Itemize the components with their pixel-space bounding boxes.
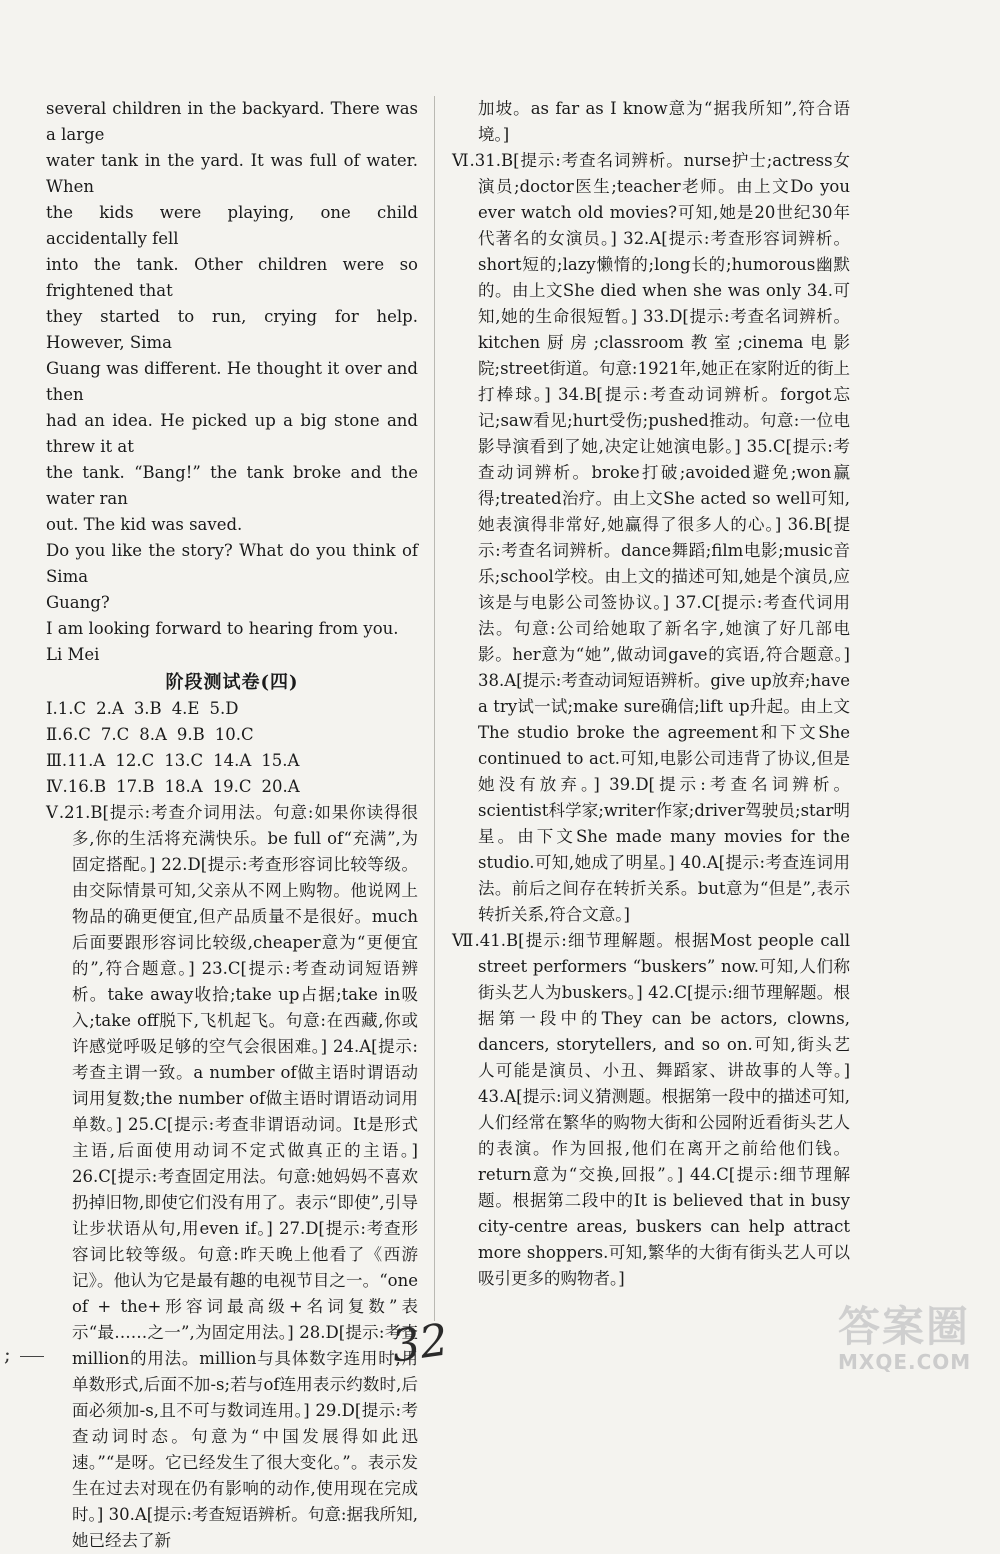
letter-line: I am looking forward to hearing from you. bbox=[46, 619, 399, 638]
answer-item: 12.C bbox=[115, 751, 155, 770]
letter-line: the kids were playing, one child accidentally fell bbox=[46, 203, 418, 248]
answer-item: 16.B bbox=[67, 777, 107, 796]
watermark-url: MXQE.COM bbox=[838, 1350, 972, 1374]
continued-text: 加坡。as far as I know意为“据我所知”,符合语境。] bbox=[478, 99, 850, 144]
section-label: Ⅶ. bbox=[452, 931, 480, 950]
right-column bbox=[452, 96, 850, 1292]
letter-line: the tank. “Bang!” the tank broke and the water ran bbox=[46, 463, 418, 508]
section-label: Ⅵ. bbox=[452, 151, 475, 170]
answer-row bbox=[46, 696, 418, 722]
section-label: Ⅱ. bbox=[46, 725, 63, 744]
watermark-logo: 答案圈 bbox=[838, 1302, 971, 1351]
section-label: Ⅲ. bbox=[46, 751, 68, 770]
answer-item: 14.A bbox=[213, 751, 252, 770]
left-column bbox=[46, 96, 418, 1554]
section-text: 31.B[提示:考查名词辨析。nurse护士;actress女演员;doctor医生;teacher老师。由上文Do you ever watch old movies?可知,她是20世纪30年代著名的女演员。] 32.A[提示:考查形容词辨析。short短的;lazy懒惰的;long长的;humorous幽默的。由上文She died when she was only 34.可知,她的生命很短暂。] 33.D[提示:考查名词辨析。kitchen厨房;classroom教室;cinema电影院;street街道。句意:1921年,她正在家附近的街上打棒球。] 34.B[提示:考查动词辨析。forgot忘记;saw看见;hurt受伤;pushed推动。句意:一位电影导演看到了她,决定让她演电影。] 35.C[提示:考查动词辨析。broke打破;avoided避免;won赢得;treated治疗。由上文She acted so well可知,她表演得非常好,她赢得了很多人的心。] 36.B[提示:考查名词辨析。dance舞蹈;film电影;music音乐;school学校。由上文的描述可知,她是个演员,应该是与电影公司签协议。] 37.C[提示:考查代词用法。句意:公司给她取了新名字,她演了好几部电影。her意为“她”,做动词gave的宾语,符合题意。] 38.A[提示:考查动词短语辨析。give up放弃;have a try试一试;make sure确信;lift up升起。由上文The studio broke the agreement和下文She continued to act.可知,电影公司违背了协议,但是她没有放弃。] 39.D[提示:考查名词辨析。scientist科学家;writer作家;driver驾驶员;star明星。由下文She made many movies for the studio.可知,她成了明星。] 40.A[提示:考查连词用法。前后之间存在转折关系。but意为“但是”,表示转折关系,符合文意。] bbox=[474, 151, 851, 924]
letter-line: they started to run, crying for help. However, Sima bbox=[46, 307, 418, 352]
answer-item: 7.C bbox=[100, 725, 130, 744]
letter-line: Do you like the story? What do you think of Sima bbox=[46, 541, 418, 586]
answer-row bbox=[46, 748, 418, 774]
section-heading: 阶段测试卷(四) bbox=[165, 672, 299, 693]
section-label: Ⅰ. bbox=[46, 699, 58, 718]
letter-text bbox=[46, 96, 418, 668]
section-label: Ⅴ. bbox=[46, 803, 65, 822]
column-divider bbox=[434, 96, 435, 1321]
answer-item: 15.A bbox=[261, 751, 300, 770]
letter-signature: Li Mei bbox=[46, 645, 100, 664]
section-text: 41.B[提示:细节理解题。根据Most people call street performers “buskers” now.可知,人们称街头艺人为buskers。] 42.C[提示:细节理解题。根据第一段中的They can be actors, clowns, dancers, storytellers, and so on.可知,街头艺人可能是演员、小丑、舞蹈家、讲故事的人等。] 43.A[提示:词义猜测题。根据第一段中的描述可知,人们经常在繁华的购物大街和公园附近看街头艺人的表演。作为回报,他们在离开之前给他们钱。return意为“交换,回报”。] 44.C[提示:细节理解题。根据第二段中的It is believed that in busy city-centre areas, buskers can help attract more shoppers.可知,繁华的大街有街头艺人可以吸引更多的购物者。] bbox=[478, 931, 851, 1288]
answer-item: 13.C bbox=[164, 751, 204, 770]
answer-item: 17.B bbox=[116, 777, 155, 796]
answer-item: 19.C bbox=[212, 777, 252, 796]
answer-item: 9.B bbox=[176, 725, 205, 744]
answer-item: 6.C bbox=[62, 725, 91, 744]
answer-item: 4.E bbox=[171, 699, 200, 718]
letter-line: water tank in the yard. It was full of water. When bbox=[46, 151, 418, 196]
answer-row bbox=[46, 722, 418, 748]
answer-item: 18.A bbox=[164, 777, 203, 796]
letter-line: Guang? bbox=[46, 593, 110, 612]
answer-item: 10.C bbox=[214, 725, 254, 744]
letter-line: out. The kid was saved. bbox=[46, 515, 243, 534]
letter-line: had an idea. He picked up a big stone and threw it at bbox=[46, 411, 418, 456]
letter-line: Guang was different. He thought it over and then bbox=[46, 359, 418, 404]
section-label: Ⅳ. bbox=[46, 777, 68, 796]
section-6-answers bbox=[452, 148, 850, 928]
letter-line: into the tank. Other children were so frightened that bbox=[46, 255, 418, 300]
answer-item: 1.C bbox=[57, 699, 87, 718]
letter-line: several children in the backyard. There was a large bbox=[46, 99, 418, 144]
answer-row bbox=[46, 774, 418, 800]
answer-item: 8.A bbox=[139, 725, 167, 744]
answer-item: 2.A bbox=[96, 699, 124, 718]
section-text: 21.B[提示:考查介词用法。句意:如果你读得很多,你的生活将充满快乐。be full of“充满”,为固定搭配。] 22.D[提示:考查形容词比较等级。由交际情景可知,父亲从不网上购物。他说网上物品的确更便宜,但产品质量不是很好。much后面要跟形容词比较级,cheaper意为“更便宜的”,符合题意。] 23.C[提示:考查动词短语辨析。take away收拾;take up占据;take in吸入;take off脱下,飞机起飞。句意:在西藏,你或许感觉呼吸足够的空气会很困难。] 24.A[提示:考查主谓一致。a number of做主语时谓语动词用复数;the number of做主语时谓语动词用单数。] 25.C[提示:考查非谓语动词。It是形式主语,后面使用动词不定式做真正的主语。] 26.C[提示:考查固定用法。句意:她妈妈不喜欢扔掉旧物,即使它们没有用了。表示“即使”,引导让步状语从句,用even if。] 27.D[提示:考查形容词比较等级。句意:昨天晚上他看了《西游记》。他认为它是最有趣的电视节目之一。“one of + the+形容词最高级+名词复数”表示“最……之一”,为固定用法。] 28.D[提示:考查million的用法。million与具体数字连用时,用单数形式,后面不加-s;若与of连用表示约数时,后面必须加-s,且不可与数词连用。] 29.D[提示:考查动词时态。句意为“中国发展得如此迅速。”“是呀。它已经发生了很大变化。”。表示发生在过去对现在仍有影响的动作,使用现在完成时。] 30.A[提示:考查短语辨析。句意:据我所知,她已经去了新 bbox=[64, 803, 419, 1550]
section-7-answers bbox=[452, 928, 850, 1292]
answer-item: 20.A bbox=[261, 777, 300, 796]
page-number: 32 bbox=[388, 1314, 452, 1373]
watermark bbox=[838, 1304, 988, 1384]
corner-dash bbox=[20, 1356, 44, 1357]
corner-mark: ; bbox=[4, 1342, 11, 1366]
answer-item: 11.A bbox=[67, 751, 106, 770]
answer-item: 5.D bbox=[209, 699, 239, 718]
answer-grid bbox=[46, 696, 418, 800]
answer-item: 3.B bbox=[133, 699, 162, 718]
section-5-answers bbox=[46, 800, 418, 1554]
